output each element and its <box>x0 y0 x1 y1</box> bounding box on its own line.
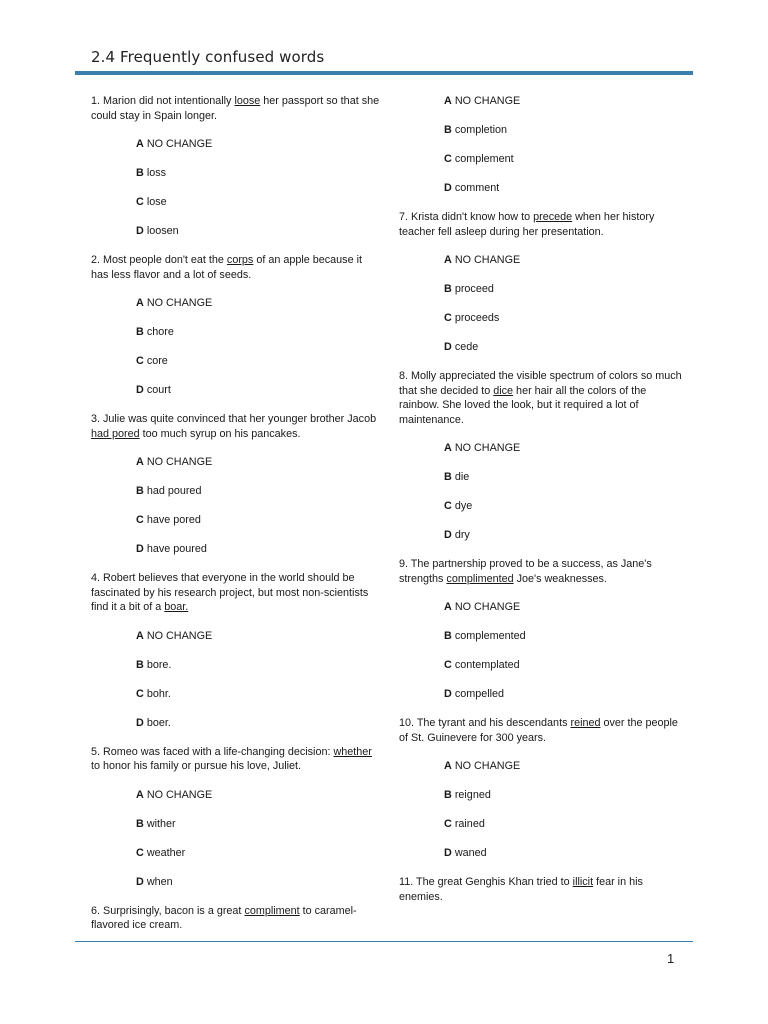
question-stem: 11. The great Genghis Khan tried to illicit fear in his enemies. <box>399 876 643 903</box>
underlined-word: complimented <box>446 572 514 585</box>
question-7 <box>399 210 689 355</box>
footer-rule <box>75 941 693 942</box>
page-title: 2.4 Frequently confused words <box>91 48 325 66</box>
underlined-word: reined <box>570 717 601 729</box>
option-a: A NO CHANGE <box>136 788 213 801</box>
option-c: C rained <box>444 818 485 830</box>
underlined-word: loose <box>234 95 261 107</box>
underlined-word: compliment <box>244 904 300 917</box>
question-stem: 5. Romeo was faced with a life-changing decision: whether to honor his family or pursue his love, Juliet. <box>91 745 372 772</box>
option-c: C bohr. <box>136 687 171 700</box>
option-b: B proceed <box>444 283 494 295</box>
option-d: D compelled <box>444 688 505 700</box>
question-3 <box>91 412 381 557</box>
option-a: A NO CHANGE <box>444 442 521 454</box>
underlined-word: whether <box>333 745 372 758</box>
option-a: A NO CHANGE <box>444 254 521 266</box>
option-b: B die <box>444 471 470 483</box>
option-a: A NO CHANGE <box>136 456 213 468</box>
option-d: D comment <box>444 182 500 194</box>
right-column <box>399 94 689 918</box>
question-stem: 4. Robert believes that everyone in the world should be fascinated by his research project, but most non-scientists find it a bit of a boar. <box>91 572 369 613</box>
underlined-word: dice <box>493 384 514 397</box>
question-stem: 3. Julie was quite convinced that her younger brother Jacob had pored too much syrup on his pancakes. <box>91 413 377 440</box>
option-c: C contemplated <box>444 659 520 671</box>
title-rule <box>75 71 693 75</box>
question-2 <box>91 253 381 398</box>
option-c: C weather <box>136 846 186 859</box>
question-6 <box>91 904 381 933</box>
question-stem: 9. The partnership proved to be a success, as Jane's strengths complimented Joe's weaknesses. <box>399 558 652 585</box>
option-b: B reigned <box>444 789 491 801</box>
option-a: A NO CHANGE <box>444 95 521 107</box>
option-d: D waned <box>444 847 487 859</box>
option-d: D when <box>136 875 173 888</box>
question-6-options <box>399 94 689 196</box>
question-5 <box>91 745 381 890</box>
option-d: D dry <box>444 529 470 541</box>
question-stem: 10. The tyrant and his descendants reined over the people of St. Guinevere for 300 years. <box>399 717 678 744</box>
option-c: C have pored <box>136 514 201 526</box>
option-b: B chore <box>136 326 174 338</box>
question-11 <box>399 875 689 904</box>
option-c: C dye <box>444 500 473 512</box>
question-stem: 6. Surprisingly, bacon is a great compliment to caramel-flavored ice cream. <box>91 904 357 931</box>
option-a: A NO CHANGE <box>136 138 213 150</box>
option-b: B completion <box>444 124 508 136</box>
option-d: D loosen <box>136 225 179 237</box>
option-c: C lose <box>136 196 167 208</box>
option-b: B bore. <box>136 658 172 671</box>
option-d: D court <box>136 384 171 396</box>
underlined-word: illicit <box>572 876 594 888</box>
option-d: D have poured <box>136 543 207 555</box>
question-stem: 2. Most people don't eat the corps of an apple because it has less flavor and a lot of seeds. <box>91 254 362 281</box>
question-stem: 1. Marion did not intentionally loose her passport so that she could stay in Spain longer. <box>91 95 380 122</box>
question-4 <box>91 571 381 730</box>
underlined-word: boar. <box>164 601 189 613</box>
option-b: B wither <box>136 817 176 830</box>
option-a: A NO CHANGE <box>444 601 521 613</box>
underlined-word: had pored <box>91 427 140 440</box>
question-1 <box>91 94 381 239</box>
question-10 <box>399 716 689 861</box>
question-stem: 8. Molly appreciated the visible spectrum of colors so much that she decided to dice her hair all the colors of the rainbow. She loved the look, but it required a lot of maintenance. <box>399 370 682 426</box>
option-d: D cede <box>444 341 479 353</box>
question-8 <box>399 369 689 543</box>
option-b: B complemented <box>444 630 526 642</box>
option-b: B loss <box>136 167 167 179</box>
option-a: A NO CHANGE <box>444 760 521 772</box>
option-a: A NO CHANGE <box>136 297 213 309</box>
page-number: 1 <box>667 951 675 966</box>
underlined-word: corps <box>226 254 254 266</box>
question-stem: 7. Krista didn't know how to precede when her history teacher fell asleep during her presentation. <box>399 211 655 238</box>
option-a: A NO CHANGE <box>136 629 213 642</box>
left-column <box>91 94 381 947</box>
option-c: C proceeds <box>444 312 500 324</box>
option-c: C complement <box>444 153 514 165</box>
underlined-word: precede <box>533 211 573 223</box>
question-9 <box>399 557 689 702</box>
option-d: D boer. <box>136 716 171 729</box>
option-b: B had poured <box>136 485 202 497</box>
option-c: C core <box>136 355 168 367</box>
